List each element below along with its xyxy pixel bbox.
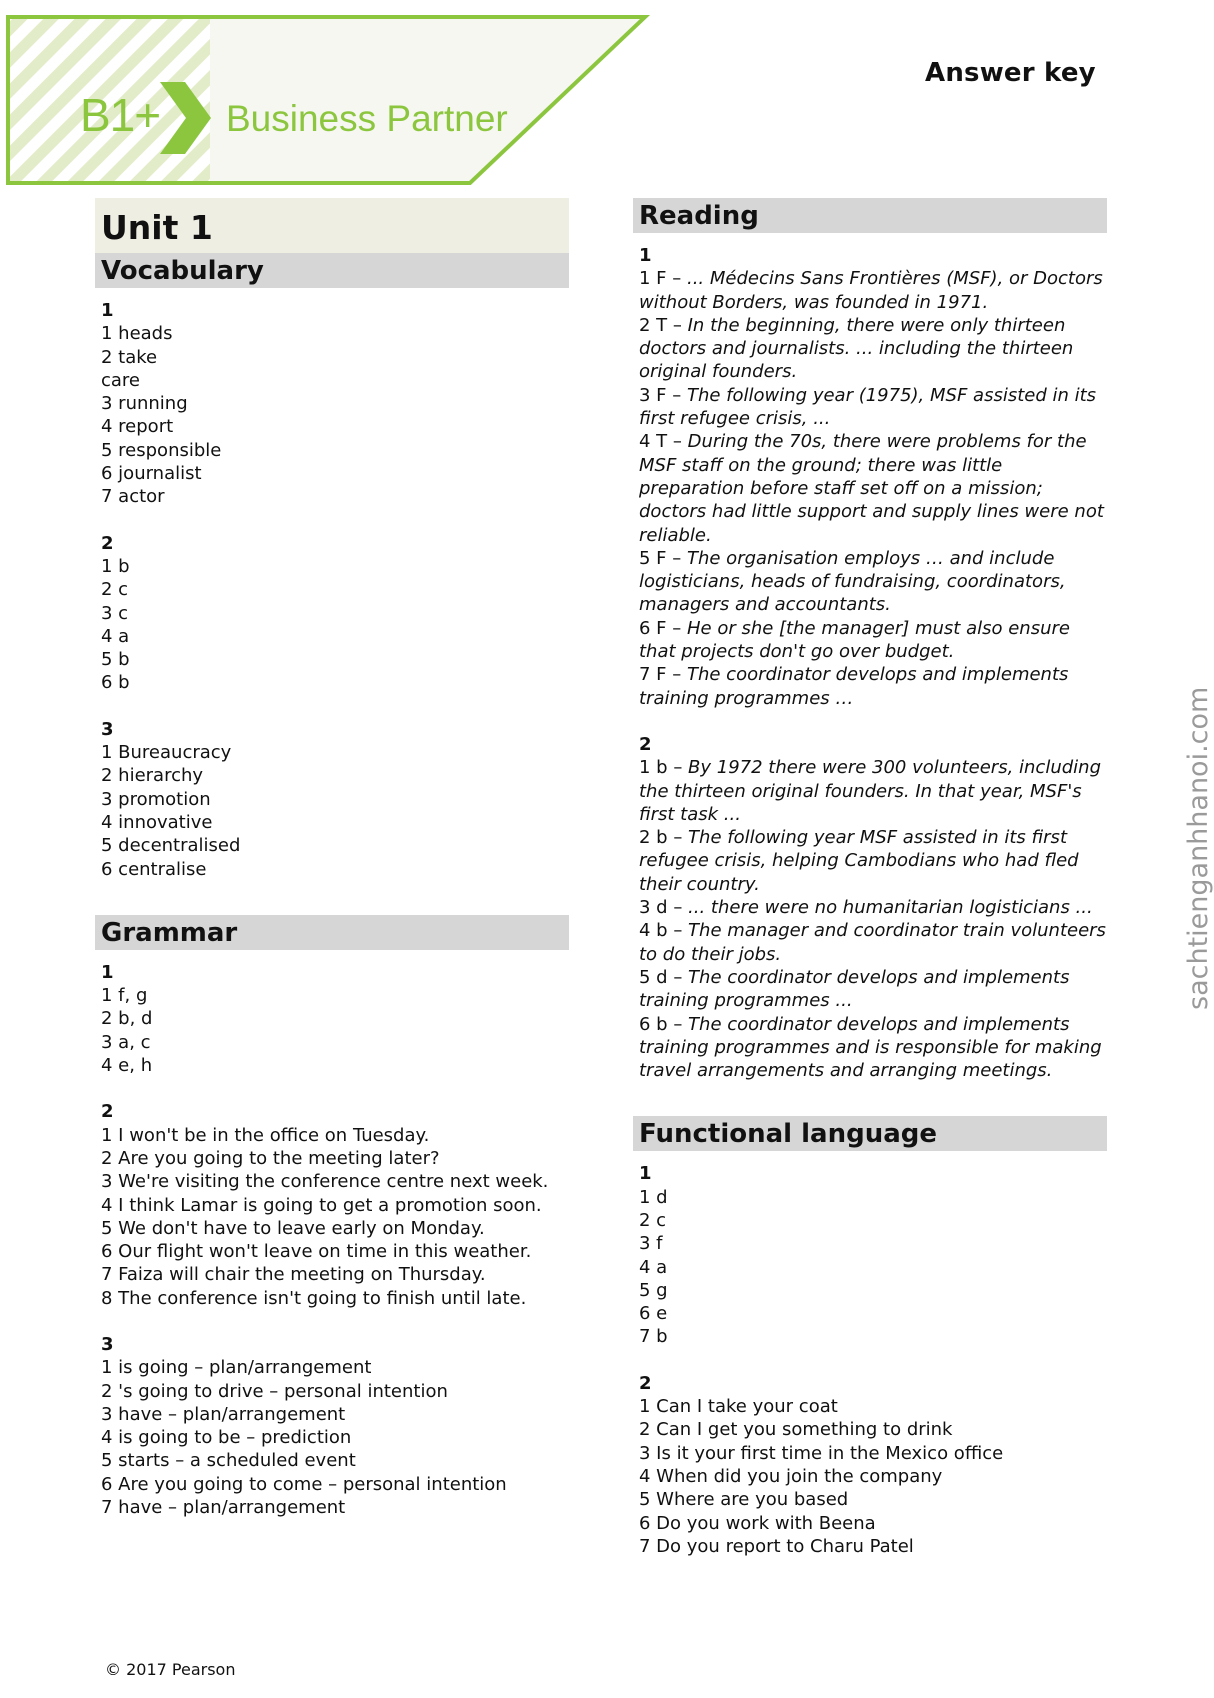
- answer-line: 6 journalist: [101, 463, 202, 485]
- answer-line: 6 centralise: [101, 858, 207, 880]
- answer-line: 5 Where are you based: [639, 1489, 849, 1511]
- answer-line: 5 g: [639, 1279, 668, 1301]
- answer-line: 3 We're visiting the conference centre next week.: [101, 1171, 549, 1193]
- exercise-number: 2: [101, 1101, 114, 1123]
- left-column: [95, 198, 569, 1519]
- answer-line: 6 Are you going to come – personal intention: [101, 1473, 507, 1495]
- answer-line: 5 starts – a scheduled event: [101, 1450, 356, 1472]
- grammar-heading: Grammar: [95, 915, 569, 950]
- exercise-number: 2: [639, 1372, 652, 1394]
- grammar-exercise-1: [95, 961, 569, 1077]
- vocabulary-exercise-1: [95, 299, 569, 509]
- answer-line: 4 innovative: [101, 811, 213, 833]
- answer-line: 1 Bureaucracy: [101, 742, 232, 764]
- answer-line: 1 F – ... Médecins Sans Frontières (MSF), or Doctors without Borders, was founded in 1971.: [639, 268, 1103, 313]
- answer-line: 2 c: [639, 1209, 667, 1231]
- reading-exercise-2: [633, 733, 1107, 1082]
- answer-line: 2 c: [101, 579, 129, 601]
- answer-line: 4 a: [101, 625, 130, 647]
- answer-line: 5 F – The organisation employs … and include logisticians, heads of fundraising, coordinators, managers and accountants.: [639, 547, 1066, 616]
- answer-line: 2 take: [101, 346, 158, 368]
- answer-line: 2 's going to drive – personal intention: [101, 1380, 448, 1402]
- answer-line: 1 is going – plan/arrangement: [101, 1357, 372, 1379]
- answer-line: 4 T – During the 70s, there were problems for the MSF staff on the ground; there was little preparation before staff set off on a mission; doctors had little support and supply lines were not reliable.: [639, 431, 1104, 546]
- answer-line: 6 Do you work with Beena: [639, 1512, 876, 1534]
- unit-title: Unit 1: [95, 198, 569, 253]
- grammar-exercise-3: [95, 1333, 569, 1519]
- functional-exercise-1: [633, 1162, 1107, 1348]
- answer-line: 2 b – The following year MSF assisted in its first refugee crisis, helping Cambodians who had fled their country.: [639, 827, 1079, 895]
- answer-line: 1 b: [101, 555, 130, 577]
- answer-line: 3 f: [639, 1233, 663, 1255]
- answer-line: 2 hierarchy: [101, 765, 204, 787]
- answer-line: 6 b – The coordinator develops and implements training programmes and is responsible for making travel arrangements and arranging meetings.: [639, 1013, 1102, 1082]
- answer-line: 2 b, d: [101, 1008, 153, 1030]
- answer-line: 6 Our flight won't leave on time in this weather.: [101, 1241, 532, 1263]
- answer-line: 3 F – The following year (1975), MSF assisted in its first refugee crisis, ...: [639, 384, 1097, 430]
- vocabulary-exercise-3: [95, 718, 569, 881]
- answer-line: 1 I won't be in the office on Tuesday.: [101, 1124, 430, 1146]
- header-banner: [0, 0, 660, 195]
- answer-line: 3 have – plan/arrangement: [101, 1403, 346, 1425]
- exercise-number: 1: [101, 300, 114, 321]
- answer-line: 4 is going to be – prediction: [101, 1427, 352, 1449]
- answer-line: 7 Do you report to Charu Patel: [639, 1535, 914, 1557]
- answer-line: 3 d – ... there were no humanitarian logisticians ...: [639, 897, 1093, 919]
- answer-line: 4 b – The manager and coordinator train volunteers to do their jobs.: [639, 920, 1106, 965]
- answer-line: 1 Can I take your coat: [639, 1396, 838, 1418]
- answer-line: 4 report: [101, 416, 174, 438]
- answer-line: 7 have – plan/arrangement: [101, 1497, 346, 1519]
- answer-line: 6 F – He or she [the manager] must also ensure that projects don't go over budget.: [639, 617, 1070, 663]
- answer-line: 1 d: [639, 1186, 668, 1208]
- answer-line: 3 running: [101, 393, 188, 415]
- answer-line: 5 decentralised: [101, 835, 241, 857]
- answer-line: 4 e, h: [101, 1055, 153, 1077]
- vocabulary-exercise-2: [95, 532, 569, 695]
- answer-line: 6 b: [101, 672, 130, 694]
- exercise-number: 1: [639, 1163, 652, 1185]
- reading-heading: Reading: [633, 198, 1107, 233]
- answer-line: care: [101, 369, 141, 391]
- answer-line: 3 promotion: [101, 788, 211, 810]
- exercise-number: 1: [101, 961, 114, 983]
- answer-line: 1 b – By 1972 there were 300 volunteers, including the thirteen original founders. In that year, MSF's first task ...: [639, 757, 1101, 825]
- answer-line: 4 a: [639, 1256, 668, 1278]
- answer-line: 7 b: [639, 1326, 668, 1348]
- answer-key-heading: Answer key: [925, 58, 1096, 88]
- watermark: sachtienganhhanoi.com: [1183, 686, 1214, 1010]
- exercise-number: 1: [639, 245, 652, 266]
- vocabulary-heading: Vocabulary: [95, 253, 569, 288]
- answer-line: 5 b: [101, 649, 130, 671]
- functional-language-heading: Functional language: [633, 1116, 1107, 1151]
- answer-line: 5 responsible: [101, 439, 222, 461]
- answer-line: 4 When did you join the company: [639, 1465, 943, 1487]
- exercise-number: 2: [101, 532, 114, 554]
- exercise-number: 2: [639, 733, 652, 755]
- answer-line: 5 We don't have to leave early on Monday.: [101, 1217, 485, 1239]
- logo-level: B1+: [80, 89, 161, 141]
- answer-line: 5 d – The coordinator develops and implements training programmes ...: [639, 966, 1070, 1012]
- answer-line: 3 c: [101, 602, 129, 624]
- exercise-number: 3: [101, 718, 114, 740]
- answer-line: 7 Faiza will chair the meeting on Thursday.: [101, 1264, 486, 1286]
- functional-exercise-2: [633, 1372, 1107, 1558]
- answer-line: 3 a, c: [101, 1031, 151, 1053]
- answer-line: 8 The conference isn't going to finish until late.: [101, 1287, 527, 1309]
- answer-line: 2 Can I get you something to drink: [639, 1419, 953, 1441]
- answer-line: 1 f, g: [101, 985, 148, 1007]
- answer-line: 6 e: [639, 1303, 668, 1325]
- right-column: [633, 198, 1107, 1558]
- reading-exercise-1: [633, 244, 1107, 710]
- grammar-exercise-2: [95, 1100, 569, 1310]
- answer-line: 3 Is it your first time in the Mexico office: [639, 1442, 1004, 1464]
- answer-line: 2 Are you going to the meeting later?: [101, 1147, 440, 1169]
- answer-line: 2 T – In the beginning, there were only thirteen doctors and journalists. ... including the thirteen original founders.: [639, 314, 1074, 383]
- answer-line: 1 heads: [101, 323, 173, 345]
- answer-line: 4 I think Lamar is going to get a promotion soon.: [101, 1194, 542, 1216]
- footer-copyright: © 2017 Pearson: [105, 1660, 236, 1679]
- exercise-number: 3: [101, 1333, 114, 1355]
- logo-title: Business Partner: [226, 98, 508, 139]
- answer-line: 7 F – The coordinator develops and implements training programmes …: [639, 664, 1069, 709]
- answer-line: 7 actor: [101, 486, 165, 508]
